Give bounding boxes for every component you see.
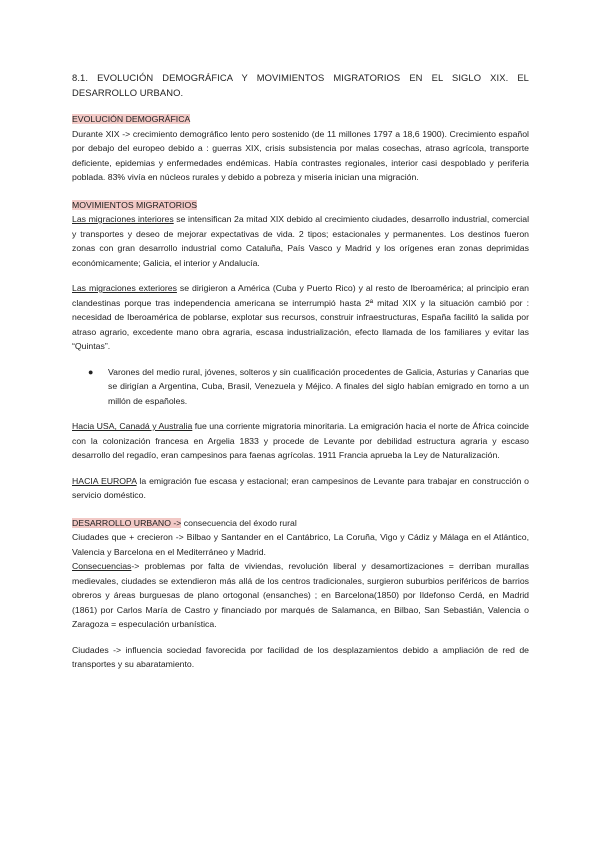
highlight: EVOLUCIÓN DEMOGRÁFICA bbox=[72, 114, 191, 124]
list-item bbox=[72, 365, 529, 409]
paragraph-exteriores bbox=[72, 281, 529, 354]
paragraph-ciudades: Ciudades que + crecieron -> Bilbao y Santander en el Cantábrico, La Coruña, Vigo y Cádiz y Málaga en el Atlántico, Valencia y Barcelona en el Mediterráneo y Madrid. bbox=[72, 532, 529, 557]
list-item-text: Varones del medio rural, jóvenes, solteros y sin cualificación procedentes de Galicia, Asturias y Canarias que se dirigían a Argentina, Cuba, Brasil, Venezuela y Méjico. A finales del siglo habían emigrado en torno a un millón de españoles. bbox=[108, 366, 529, 406]
paragraph-europa bbox=[72, 474, 529, 503]
section-heading-movimientos bbox=[72, 198, 529, 213]
section-movimientos bbox=[72, 198, 529, 503]
paragraph-evolucion: Durante XIX -> crecimiento demográfico lento pero sostenido (de 11 millones 1797 a 18,6 1900). Crecimiento español por debajo del europeo debido a : guerras XIX, crisis subsistencia por malas cosechas, atraso agrícola, transporte deficiente, epidemias y enfermedades endémicas. Había contrastes regionales, interior casi despoblado y periferia poblada. 83% vivía en núcleos rurales y debido a pobreza y miseria inician una migración. bbox=[72, 128, 529, 182]
section-evolucion bbox=[72, 112, 529, 185]
page-title: 8.1. EVOLUCIÓN DEMOGRÁFICA Y MOVIMIENTOS MIGRATORIOS EN EL SIGLO XIX. EL DESARROLLO URBANO. bbox=[72, 72, 529, 98]
bullet-list bbox=[72, 365, 529, 409]
paragraph-text: fue una corriente migratoria minoritaria. La emigración hacia el norte de África coincide con la colonización francesa en Argelia 1833 y procede de Levante por debilidad estructura agraria y escaso desarrollo del regadío, eran campesinos para faenas agrícolas. 1911 Francia aprueba la Ley de Naturalización. bbox=[72, 421, 529, 460]
document-body bbox=[72, 70, 529, 685]
paragraph-interiores bbox=[72, 212, 529, 270]
paragraph-final: Ciudades -> influencia sociedad favorecida por facilidad de los desplazamientos debido a ampliación de red de transportes y su abaratamiento. bbox=[72, 644, 529, 669]
highlight: DESARROLLO URBANO -> bbox=[72, 517, 182, 528]
underlined-term: HACIA EUROPA bbox=[72, 475, 137, 486]
underlined-term: Hacia USA, Canadá y Australia bbox=[72, 421, 193, 431]
heading-rest: consecuencia del éxodo rural bbox=[181, 517, 297, 528]
paragraph-usa bbox=[72, 419, 529, 463]
paragraph-text: se dirigieron a América (Cuba y Puerto Rico) y al resto de Iberoamérica; al principio eran clandestinas porque tras independencia americana se interrumpió hasta 2ª mitad XIX y la situación cambió por : necesidad de Iberoamérica de poblarse, explotar sus recursos, construir infraestructuras, España facilitó la salida por atraso agrario, excedente mano obra agraria, escasa industrialización, efecto llamada de los familiares y evitar las “Quintas”. bbox=[72, 283, 529, 351]
paragraph-text: -> problemas por falta de viviendas, revolución liberal y desamortizaciones = derriban murallas medievales, ciudades se extendieron más allá de los centros tradicionales, surgieron suburbios periféricos de barrios obreros y áreas burguesas de plano ortogonal (ensanches) ; en Barcelona(1850) por Ildefonso Cerdá, en Madrid (1861) por Carlos María de Castro y financiado por marqués de Salamanca, en Bilbao, San Sebastián, Valencia o Zaragoza = especulación urbanística. bbox=[72, 561, 529, 629]
underlined-term: Consecuencias bbox=[72, 561, 132, 571]
section-desarrollo bbox=[72, 516, 529, 672]
section-heading-evolucion bbox=[72, 112, 529, 127]
paragraph-text: la emigración fue escasa y estacional; eran campesinos de Levante para trabajar en construcción o servicio doméstico. bbox=[72, 475, 530, 500]
section-heading-desarrollo bbox=[72, 516, 529, 531]
paragraph-text: se intensifican 2a mitad XIX debido al crecimiento ciudades, desarrollo industrial, comercial y transportes y deseo de mejorar expectativas de vida. 2 tipos; estacionales y permanentes. Los destinos fueron zonas con gran desarrollo industrial como Cataluña, País Vasco y Madrid y los orígenes eran zonas deprimidas económicamente; Galicia, el interior y Andalucía. bbox=[72, 214, 529, 268]
bullet-icon: ● bbox=[88, 366, 94, 377]
underlined-term: Las migraciones interiores bbox=[72, 214, 174, 224]
highlight: MOVIMIENTOS MIGRATORIOS bbox=[72, 199, 198, 210]
paragraph-consecuencias bbox=[72, 559, 529, 632]
underlined-term: Las migraciones exteriores bbox=[72, 283, 177, 293]
